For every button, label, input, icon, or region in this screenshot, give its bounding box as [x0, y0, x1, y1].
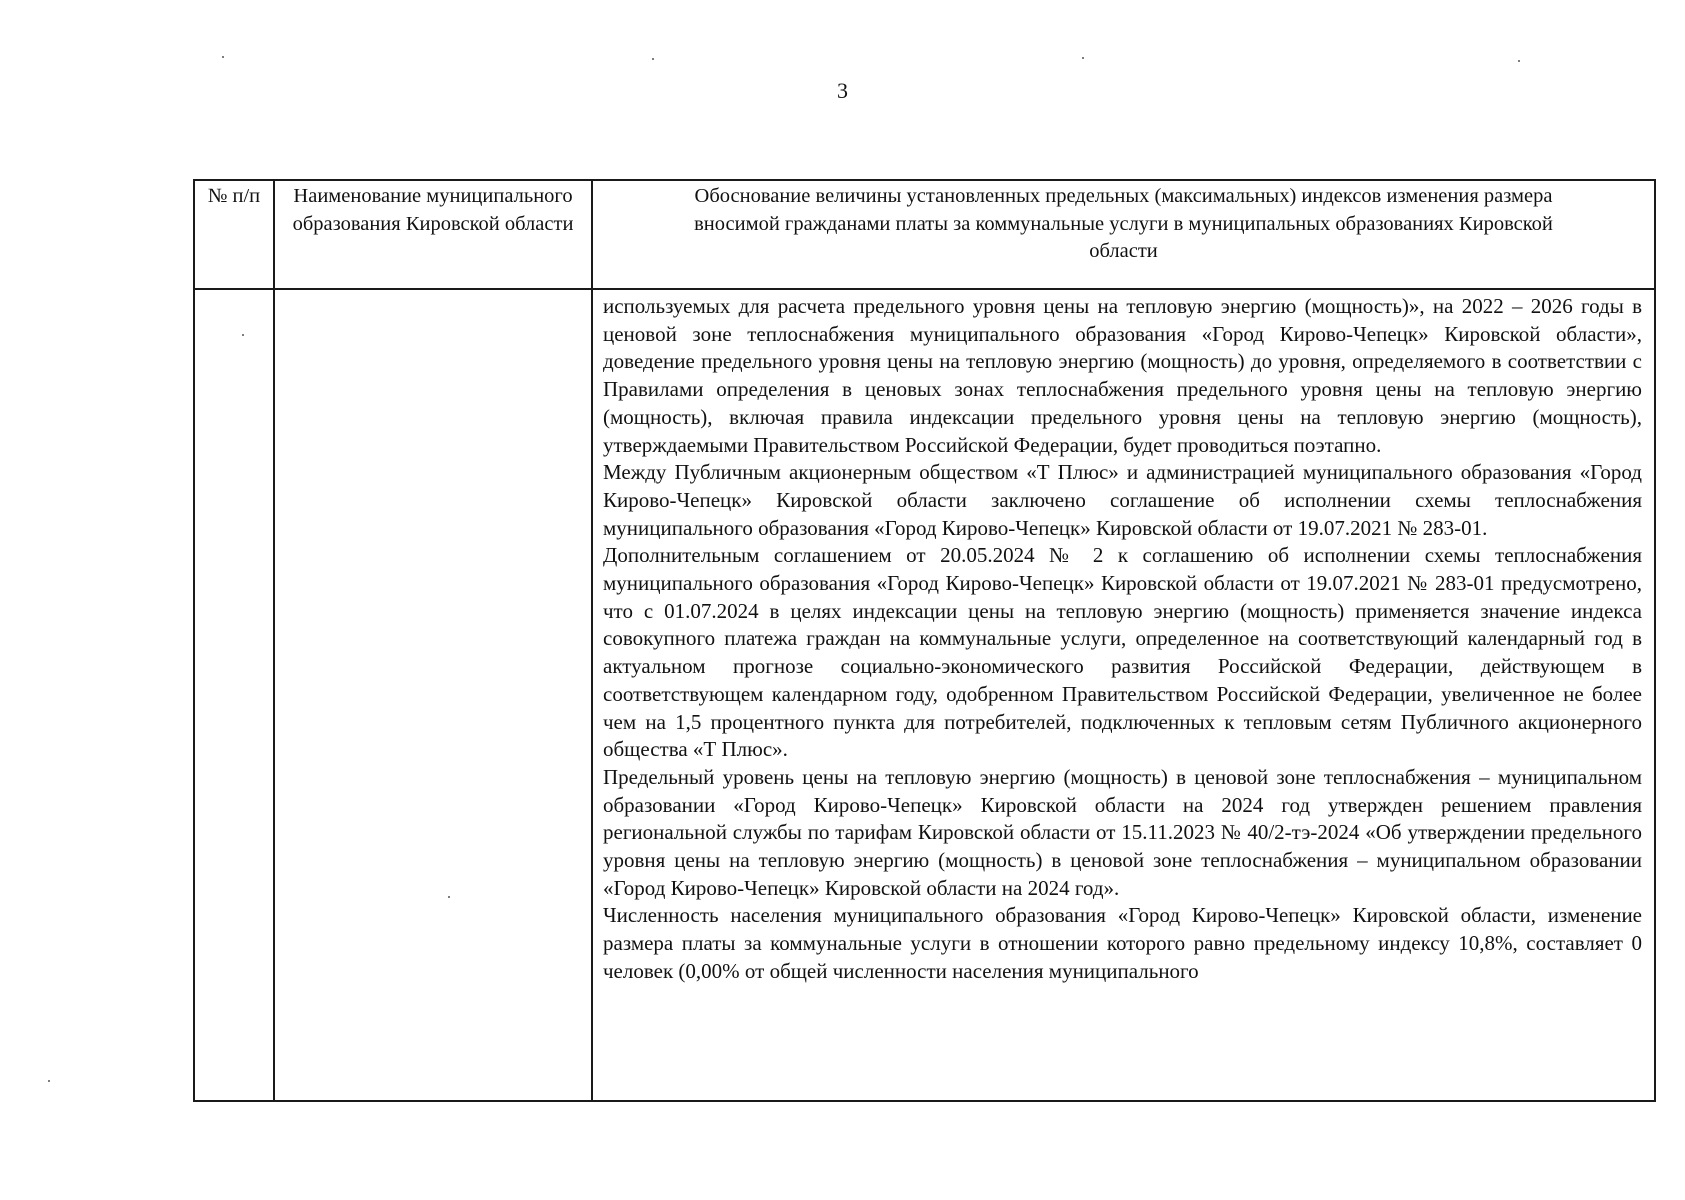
justification-paragraph: Численность населения муниципального образования «Город Кирово-Чепецк» Кировской области, изменение размера платы за коммунальные услуги в отношении которого равно предельному индексу 10,8%, составляет 0 человек (0,00% от общей численности населения муниципального: [603, 903, 1642, 983]
scan-speck: [222, 56, 224, 58]
scan-speck: [1518, 60, 1520, 62]
justification-table: [193, 179, 1656, 1102]
header-number: № п/п: [194, 180, 274, 289]
cell-municipality-name: [274, 289, 592, 1101]
cell-number: [194, 289, 274, 1101]
header-justification: Обоснование величины установленных предельных (максимальных) индексов изменения размера вносимой гражданами платы за коммунальные услуги в муниципальных образованиях Кировской области: [592, 180, 1655, 289]
scan-speck: [652, 58, 654, 60]
table-header-row: [194, 180, 1655, 289]
table-row: [194, 289, 1655, 1101]
justification-paragraph: используемых для расчета предельного уровня цены на тепловую энергию (мощность)», на 2022 – 2026 годы в ценовой зоне теплоснабжения муниципального образования «Город Кирово-Чепецк» Кировской области», доведение предельного уровня цены на тепловую энергию (мощность) до уровня, определяемого в соответствии с Правилами определения в ценовых зонах теплоснабжения предельного уровня цены на тепловую энергию (мощность), включая правила индексации предельного уровня цены на тепловую энергию (мощность), утверждаемыми Правительством Российской Федерации, будет проводиться поэтапно.: [603, 294, 1642, 457]
justification-paragraph: Между Публичным акционерным обществом «Т Плюс» и администрацией муниципального образования «Город Кирово-Чепецк» Кировской области заключено соглашение об исполнении схемы теплоснабжения муниципального образования «Город Кирово-Чепецк» Кировской области от 19.07.2021 № 283-01.: [603, 460, 1642, 540]
justification-paragraph: Предельный уровень цены на тепловую энергию (мощность) в ценовой зоне теплоснабжения – муниципальном образовании «Город Кирово-Чепецк» Кировской области на 2024 год утвержден решением правления региональной службы по тарифам Кировской области от 15.11.2023 № 40/2-тэ-2024 «Об утверждении предельного уровня цены на тепловую энергию (мощность) в ценовой зоне теплоснабжения – муниципальном образовании «Город Кирово-Чепецк» Кировской области на 2024 год».: [603, 764, 1642, 900]
cell-justification: [592, 289, 1655, 1101]
page-number: 3: [837, 78, 848, 103]
scan-speck: [1082, 57, 1084, 59]
justification-paragraph: Дополнительным соглашением от 20.05.2024 № 2 к соглашению об исполнении схемы теплоснабжения муниципального образования «Город Кирово-Чепецк» Кировской области от 19.07.2021 № 283-01 предусмотрено, что с 01.07.2024 в целях индексации цены на тепловую энергию (мощность) применяется значение индекса совокупного платежа граждан на коммунальные услуги, определенное на соответствующий календарный год в актуальном прогнозе социально-экономического развития Российской Федерации, действующем в соответствующем календарном году, одобренном Правительством Российской Федерации, увеличенное не более чем на 1,5 процентного пункта для потребителей, подключенных к тепловым сетям Публичного акционерного общества «Т Плюс».: [603, 543, 1642, 762]
scan-speck: [48, 1080, 50, 1082]
header-municipality-name: Наименование муниципального образования Кировской области: [274, 180, 592, 289]
scan-speck: [242, 334, 244, 336]
scan-speck: [448, 896, 450, 898]
